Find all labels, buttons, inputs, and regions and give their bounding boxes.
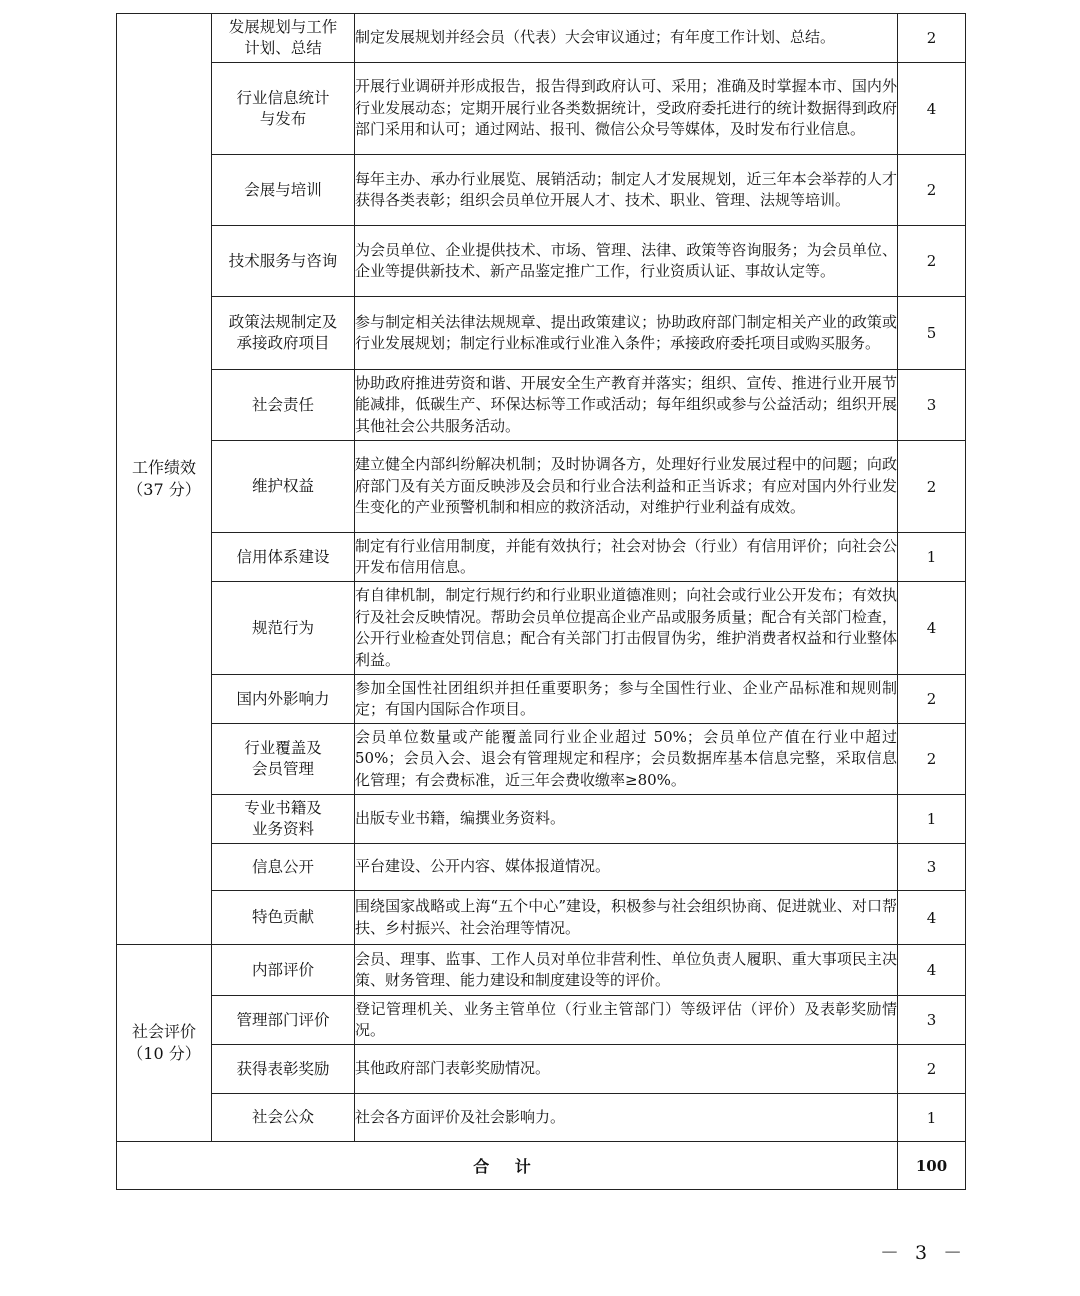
score-cell: 1 <box>898 1094 966 1142</box>
standard-cell: 参加全国性社团组织并担任重要职务；参与全国性行业、企业产品标准和规则制定；有国内国际合作项目。 <box>355 675 898 724</box>
table-row <box>117 1094 966 1142</box>
table-row <box>117 370 966 441</box>
score-cell: 4 <box>898 891 966 945</box>
page-number: － 3 － <box>880 1242 968 1264</box>
item-cell <box>212 582 355 675</box>
item-name: 内部评价 <box>251 960 314 979</box>
table-row <box>117 155 966 226</box>
score-cell: 4 <box>898 582 966 675</box>
score-cell: 1 <box>898 533 966 582</box>
score-cell: 2 <box>898 675 966 724</box>
table-row <box>117 675 966 724</box>
score-cell: 3 <box>898 844 966 891</box>
item-cell <box>212 297 355 370</box>
item-name: 获得表彰奖励 <box>236 1059 330 1078</box>
item-name: 规范行为 <box>251 618 314 637</box>
item-cell <box>212 226 355 297</box>
item-cell <box>212 370 355 441</box>
standard-cell: 登记管理机关、业务主管单位（行业主管部门）等级评估（评价）及表彰奖励情况。 <box>355 996 898 1045</box>
category-cell <box>117 945 212 1142</box>
total-score: 100 <box>898 1142 966 1190</box>
score-cell: 2 <box>898 14 966 63</box>
standard-cell: 社会各方面评价及社会影响力。 <box>355 1094 898 1142</box>
category-name: 社会评价 <box>131 1022 196 1041</box>
item-name: 与发布 <box>259 109 307 128</box>
item-cell <box>212 1094 355 1142</box>
item-cell <box>212 891 355 945</box>
item-cell <box>212 1045 355 1094</box>
standard-cell: 有自律机制，制定行规行约和行业职业道德准则；向社会或行业公开发布；有效执行及社会反映情况。帮助会员单位提高企业产品或服务质量；配合有关部门检查，公开行业检查处罚信息；配合有关部门打击假冒伪劣，维护消费者权益和行业整体利益。 <box>355 582 898 675</box>
table-row <box>117 14 966 63</box>
table-row <box>117 63 966 155</box>
table-row <box>117 996 966 1045</box>
item-cell <box>212 724 355 795</box>
table-row <box>117 724 966 795</box>
item-name: 承接政府项目 <box>236 334 330 352</box>
standard-cell: 围绕国家战略或上海“五个中心”建设，积极参与社会组织协商、促进就业、对口帮扶、乡村振兴、社会治理等情况。 <box>355 891 898 945</box>
item-name: 信息公开 <box>251 857 314 876</box>
item-cell <box>212 441 355 533</box>
standard-cell: 会员、理事、监事、工作人员对单位非营利性、单位负责人履职、重大事项民主决策、财务管理、能力建设和制度建设等的评价。 <box>355 945 898 996</box>
standard-cell: 平台建设、公开内容、媒体报道情况。 <box>355 844 898 891</box>
score-cell: 2 <box>898 226 966 297</box>
table-row <box>117 945 966 996</box>
item-name: 专业书籍及 <box>244 799 322 817</box>
item-cell <box>212 844 355 891</box>
standard-cell: 制定发展规划并经会员（代表）大会审议通过；有年度工作计划、总结。 <box>355 14 898 63</box>
table-row <box>117 1045 966 1094</box>
standard-cell: 开展行业调研并形成报告，报告得到政府认可、采用；准确及时掌握本市、国内外行业发展动态；定期开展行业各类数据统计，受政府委托进行的统计数据得到政府部门采用和认可；通过网站、报刊、微信公众号等媒体，及时发布行业信息。 <box>355 63 898 155</box>
score-cell: 2 <box>898 724 966 795</box>
score-cell: 1 <box>898 795 966 844</box>
item-name: 管理部门评价 <box>236 1010 330 1029</box>
item-cell <box>212 533 355 582</box>
item-name: 社会公众 <box>251 1108 314 1126</box>
standard-cell: 其他政府部门表彰奖励情况。 <box>355 1045 898 1094</box>
category-name: 工作绩效 <box>131 458 196 477</box>
score-cell: 3 <box>898 996 966 1045</box>
item-cell <box>212 155 355 226</box>
item-name: 会员管理 <box>251 760 314 778</box>
standard-cell: 制定有行业信用制度，并能有效执行；社会对协会（行业）有信用评价；向社会公开发布信用信息。 <box>355 533 898 582</box>
item-cell <box>212 795 355 844</box>
table-row <box>117 582 966 675</box>
evaluation-table <box>116 13 966 1190</box>
item-name: 发展规划与工作 <box>228 18 338 36</box>
category-points: （10 分） <box>127 1044 201 1063</box>
table-row <box>117 441 966 533</box>
score-cell: 4 <box>898 945 966 996</box>
standard-cell: 协助政府推进劳资和谐、开展安全生产教育并落实；组织、宣传、推进行业开展节能减排，低碳生产、环保达标等工作或活动；每年组织或参与公益活动；组织开展其他社会公共服务活动。 <box>355 370 898 441</box>
score-cell: 2 <box>898 1045 966 1094</box>
table-row <box>117 795 966 844</box>
standard-cell: 为会员单位、企业提供技术、市场、管理、法律、政策等咨询服务；为会员单位、企业等提供新技术、新产品鉴定推广工作，行业资质认证、事故认定等。 <box>355 226 898 297</box>
table-row <box>117 891 966 945</box>
score-cell: 5 <box>898 297 966 370</box>
category-points: （37 分） <box>127 480 201 499</box>
total-row <box>117 1142 966 1190</box>
standard-cell: 每年主办、承办行业展览、展销活动；制定人才发展规划，近三年本会举荐的人才获得各类表彰；组织会员单位开展人才、技术、职业、管理、法规等培训。 <box>355 155 898 226</box>
total-label: 合 计 <box>117 1142 898 1190</box>
item-cell <box>212 63 355 155</box>
item-name: 国内外影响力 <box>236 689 330 708</box>
score-cell: 4 <box>898 63 966 155</box>
item-name: 政策法规制定及 <box>228 313 338 331</box>
item-name: 维护权益 <box>251 477 314 495</box>
table-row <box>117 533 966 582</box>
item-name: 计划、总结 <box>244 39 322 57</box>
item-name: 特色贡献 <box>251 908 314 926</box>
item-cell <box>212 996 355 1045</box>
item-name: 信用体系建设 <box>236 547 330 566</box>
table-row <box>117 226 966 297</box>
table-row <box>117 297 966 370</box>
standard-cell: 会员单位数量或产能覆盖同行业企业超过 50%；会员单位产值在行业中超过 50%；会员入会、退会有管理规定和程序；会员数据库基本信息完整，采取信息化管理；有会费标准，近三年会费收缴率≥80%。 <box>355 724 898 795</box>
item-name: 社会责任 <box>251 395 314 414</box>
table-row <box>117 844 966 891</box>
item-name: 行业覆盖及 <box>244 739 322 757</box>
category-cell <box>117 14 212 945</box>
item-name: 行业信息统计 <box>236 88 330 107</box>
score-cell: 2 <box>898 155 966 226</box>
score-cell: 2 <box>898 441 966 533</box>
item-name: 业务资料 <box>251 820 314 838</box>
item-cell <box>212 945 355 996</box>
item-name: 技术服务与咨询 <box>228 251 338 270</box>
item-cell <box>212 675 355 724</box>
standard-cell: 出版专业书籍，编撰业务资料。 <box>355 795 898 844</box>
item-name: 会展与培训 <box>244 180 322 199</box>
standard-cell: 参与制定相关法律法规规章、提出政策建议；协助政府部门制定相关产业的政策或行业发展规划；制定行业标准或行业准入条件；承接政府委托项目或购买服务。 <box>355 297 898 370</box>
standard-cell: 建立健全内部纠纷解决机制；及时协调各方，处理好行业发展过程中的问题；向政府部门及有关方面反映涉及会员和行业合法利益和正当诉求；有应对国内外行业发生变化的产业预警机制和相应的救济活动，对维护行业利益有成效。 <box>355 441 898 533</box>
item-cell <box>212 14 355 63</box>
score-cell: 3 <box>898 370 966 441</box>
